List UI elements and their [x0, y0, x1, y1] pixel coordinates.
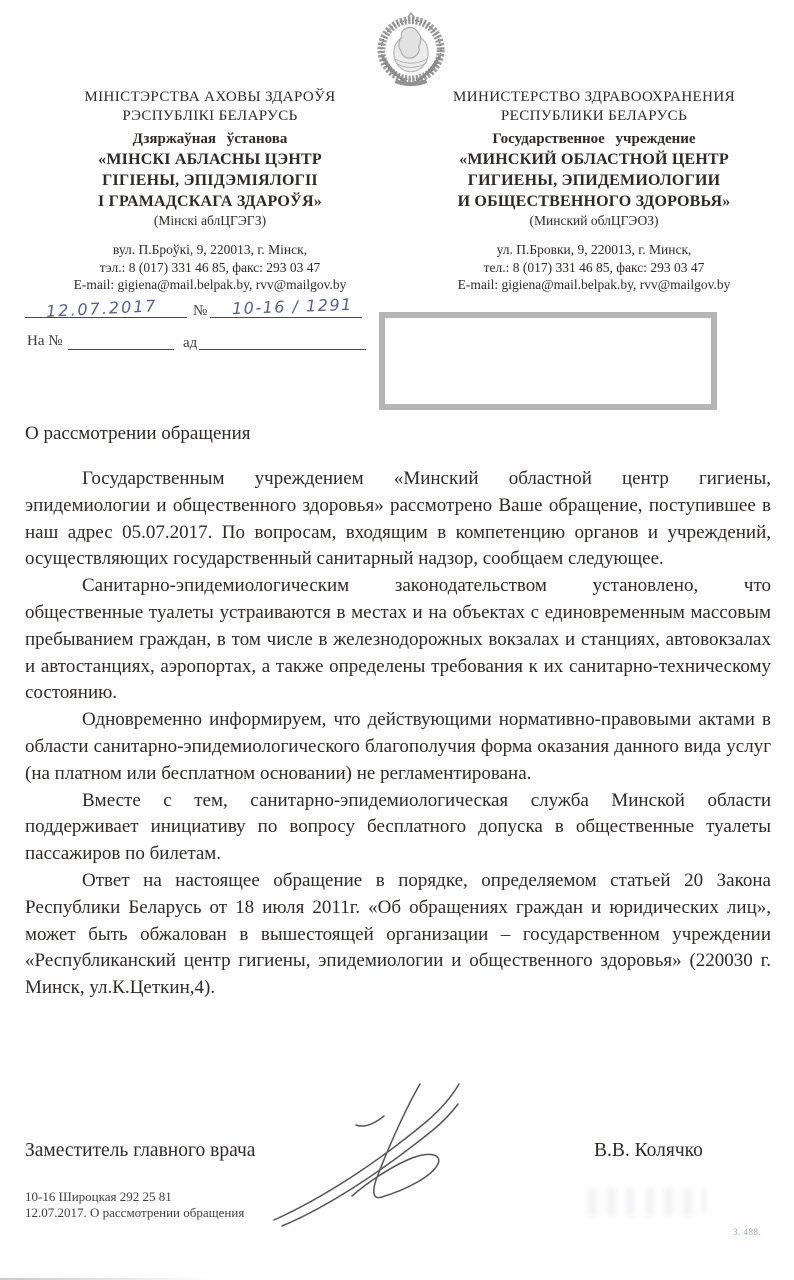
address-by-line2: тэл.: 8 (017) 331 46 85, факс: 293 03 47 — [99, 259, 321, 275]
date-underline — [25, 317, 187, 318]
org-name-ru-line3: И ОБЩЕСТВЕННОГО ЗДОРОВЬЯ» — [457, 193, 731, 210]
signer-position: Заместитель главного врача — [25, 1140, 256, 1161]
org-type-ru: Государственное учреждение — [492, 131, 696, 147]
handwritten-signature — [268, 1040, 478, 1228]
address-ru-line2: тел.: 8 (017) 331 46 85, факс: 293 03 47 — [483, 259, 705, 275]
executor-note-line1: 10-16 Широцкая 292 25 81 — [25, 1189, 172, 1204]
body-paragraph-3: Одновременно информируем, что действующими нормативно-правовыми актами в области санитарно-эпидемиологического благополучия форма оказания данного вида услуг (на платном или бесплатном основании) не регламентирована. — [25, 709, 771, 784]
org-name-ru-line2: ГИГИЕНЫ, ЭПИДЕМИОЛОГИИ — [467, 172, 721, 189]
ministry-name-by-line2: РЭСПУБЛІКІ БЕЛАРУСЬ — [122, 108, 298, 124]
letterhead-russian — [418, 88, 770, 294]
address-by-line1: вул. П.Броўкі, 9, 220013, г. Мінск, — [112, 242, 308, 257]
org-abbr-ru: (Минский облЦГЭОЗ) — [529, 213, 659, 228]
org-name-ru-line1: «МИНСКИЙ ОБЛАСТНОЙ ЦЕНТР — [459, 151, 729, 168]
address-ru-line3: E-mail: gigiena@mail.belpak.by, rvv@mailgov.by — [457, 277, 731, 292]
address-ru-line1: ул. П.Бровки, 9, 220013, г. Минск, — [496, 242, 692, 257]
belarus-coat-of-arms-icon — [372, 12, 450, 94]
reply-to-label: На № — [27, 333, 63, 349]
ministry-name-ru-line2: РЕСПУБЛИКИ БЕЛАРУСЬ — [500, 108, 688, 124]
ghost-stamp-artifact — [588, 1188, 706, 1216]
org-name-by-line1: «МІНСКІ АБЛАСНЫ ЦЭНТР — [98, 151, 322, 168]
ministry-name-by-line1: МІНІСТЭРСТВА АХОВЫ ЗДАРОЎЯ — [84, 89, 336, 105]
letterhead-belarusian — [32, 88, 388, 294]
recipient-redaction-box — [379, 312, 717, 410]
handwritten-number: 10-16 / 1291 — [231, 294, 354, 319]
ministry-name-ru-line1: МИНИСТЕРСТВО ЗДРАВООХРАНЕНИЯ — [453, 89, 735, 105]
address-by-line3: E-mail: gigiena@mail.belpak.by, rvv@mailgov.by — [73, 277, 347, 292]
org-name-by-line3: І ГРАМАДСКАГА ЗДАРОЎЯ» — [98, 193, 322, 210]
body-paragraph-5: Ответ на настоящее обращение в порядке, определяемом статьей 20 Закона Республики Беларусь от 18 июля 2011г. «Об обращениях граждан и юридических лиц», может быть обжалован в вышестоящей организации – государственном учреждении «Республиканский центр гигиены, эпидемиологии и общественного здоровья» (220030 г. Минск, ул.К.Цеткин,4). — [25, 869, 771, 999]
letter-body — [25, 466, 771, 1002]
body-paragraph-2: Санитарно-эпидемиологическим законодательством установлено, что общественные туалеты устраиваются в местах и на объектах с единовременным массовым пребыванием граждан, в том числе в железнодорожных вокзалах и станциях, автовокзалах и автостанциях, аэропортах, а также определены требования к их санитарно-техническому состоянию. — [25, 575, 771, 704]
number-label: № — [193, 303, 208, 319]
from-underline — [199, 349, 366, 350]
org-type-by: Дзяржаўная ўстанова — [132, 131, 288, 147]
from-label: ад — [183, 335, 198, 351]
org-name-by-line2: ГІГІЕНЫ, ЭПІДЭМІЯЛОГІІ — [102, 172, 318, 189]
executor-note-line2: 12.07.2017. О рассмотрении обращения — [25, 1204, 245, 1220]
signer-name: В.В. Колячко — [594, 1140, 703, 1161]
body-paragraph-1: Государственным учреждением «Минский областной центр гигиены, эпидемиологии и общественного здоровья» рассмотрено Ваше обращение, поступившее в наш адрес 05.07.2017. По вопросам, входящим в компетенцию органов и учреждений, осуществляющих государственный санитарный надзор, сообщаем следующее. — [25, 468, 771, 570]
handwritten-date: 12.07.2017 — [45, 296, 159, 321]
subject-line: О рассмотрении обращения — [25, 423, 251, 444]
org-abbr-by: (Мінскі аблЦГЭГЗ) — [153, 213, 267, 228]
page-note: 3. 488. — [733, 1227, 762, 1237]
reply-to-underline — [68, 349, 174, 350]
body-paragraph-4: Вместе с тем, санитарно-эпидемиологическая служба Минской области поддерживает инициативу по вопросу бесплатного допуска в общественные туалеты пассажиров по билетам. — [25, 789, 771, 865]
executor-note — [25, 1189, 244, 1220]
number-underline — [210, 317, 362, 318]
